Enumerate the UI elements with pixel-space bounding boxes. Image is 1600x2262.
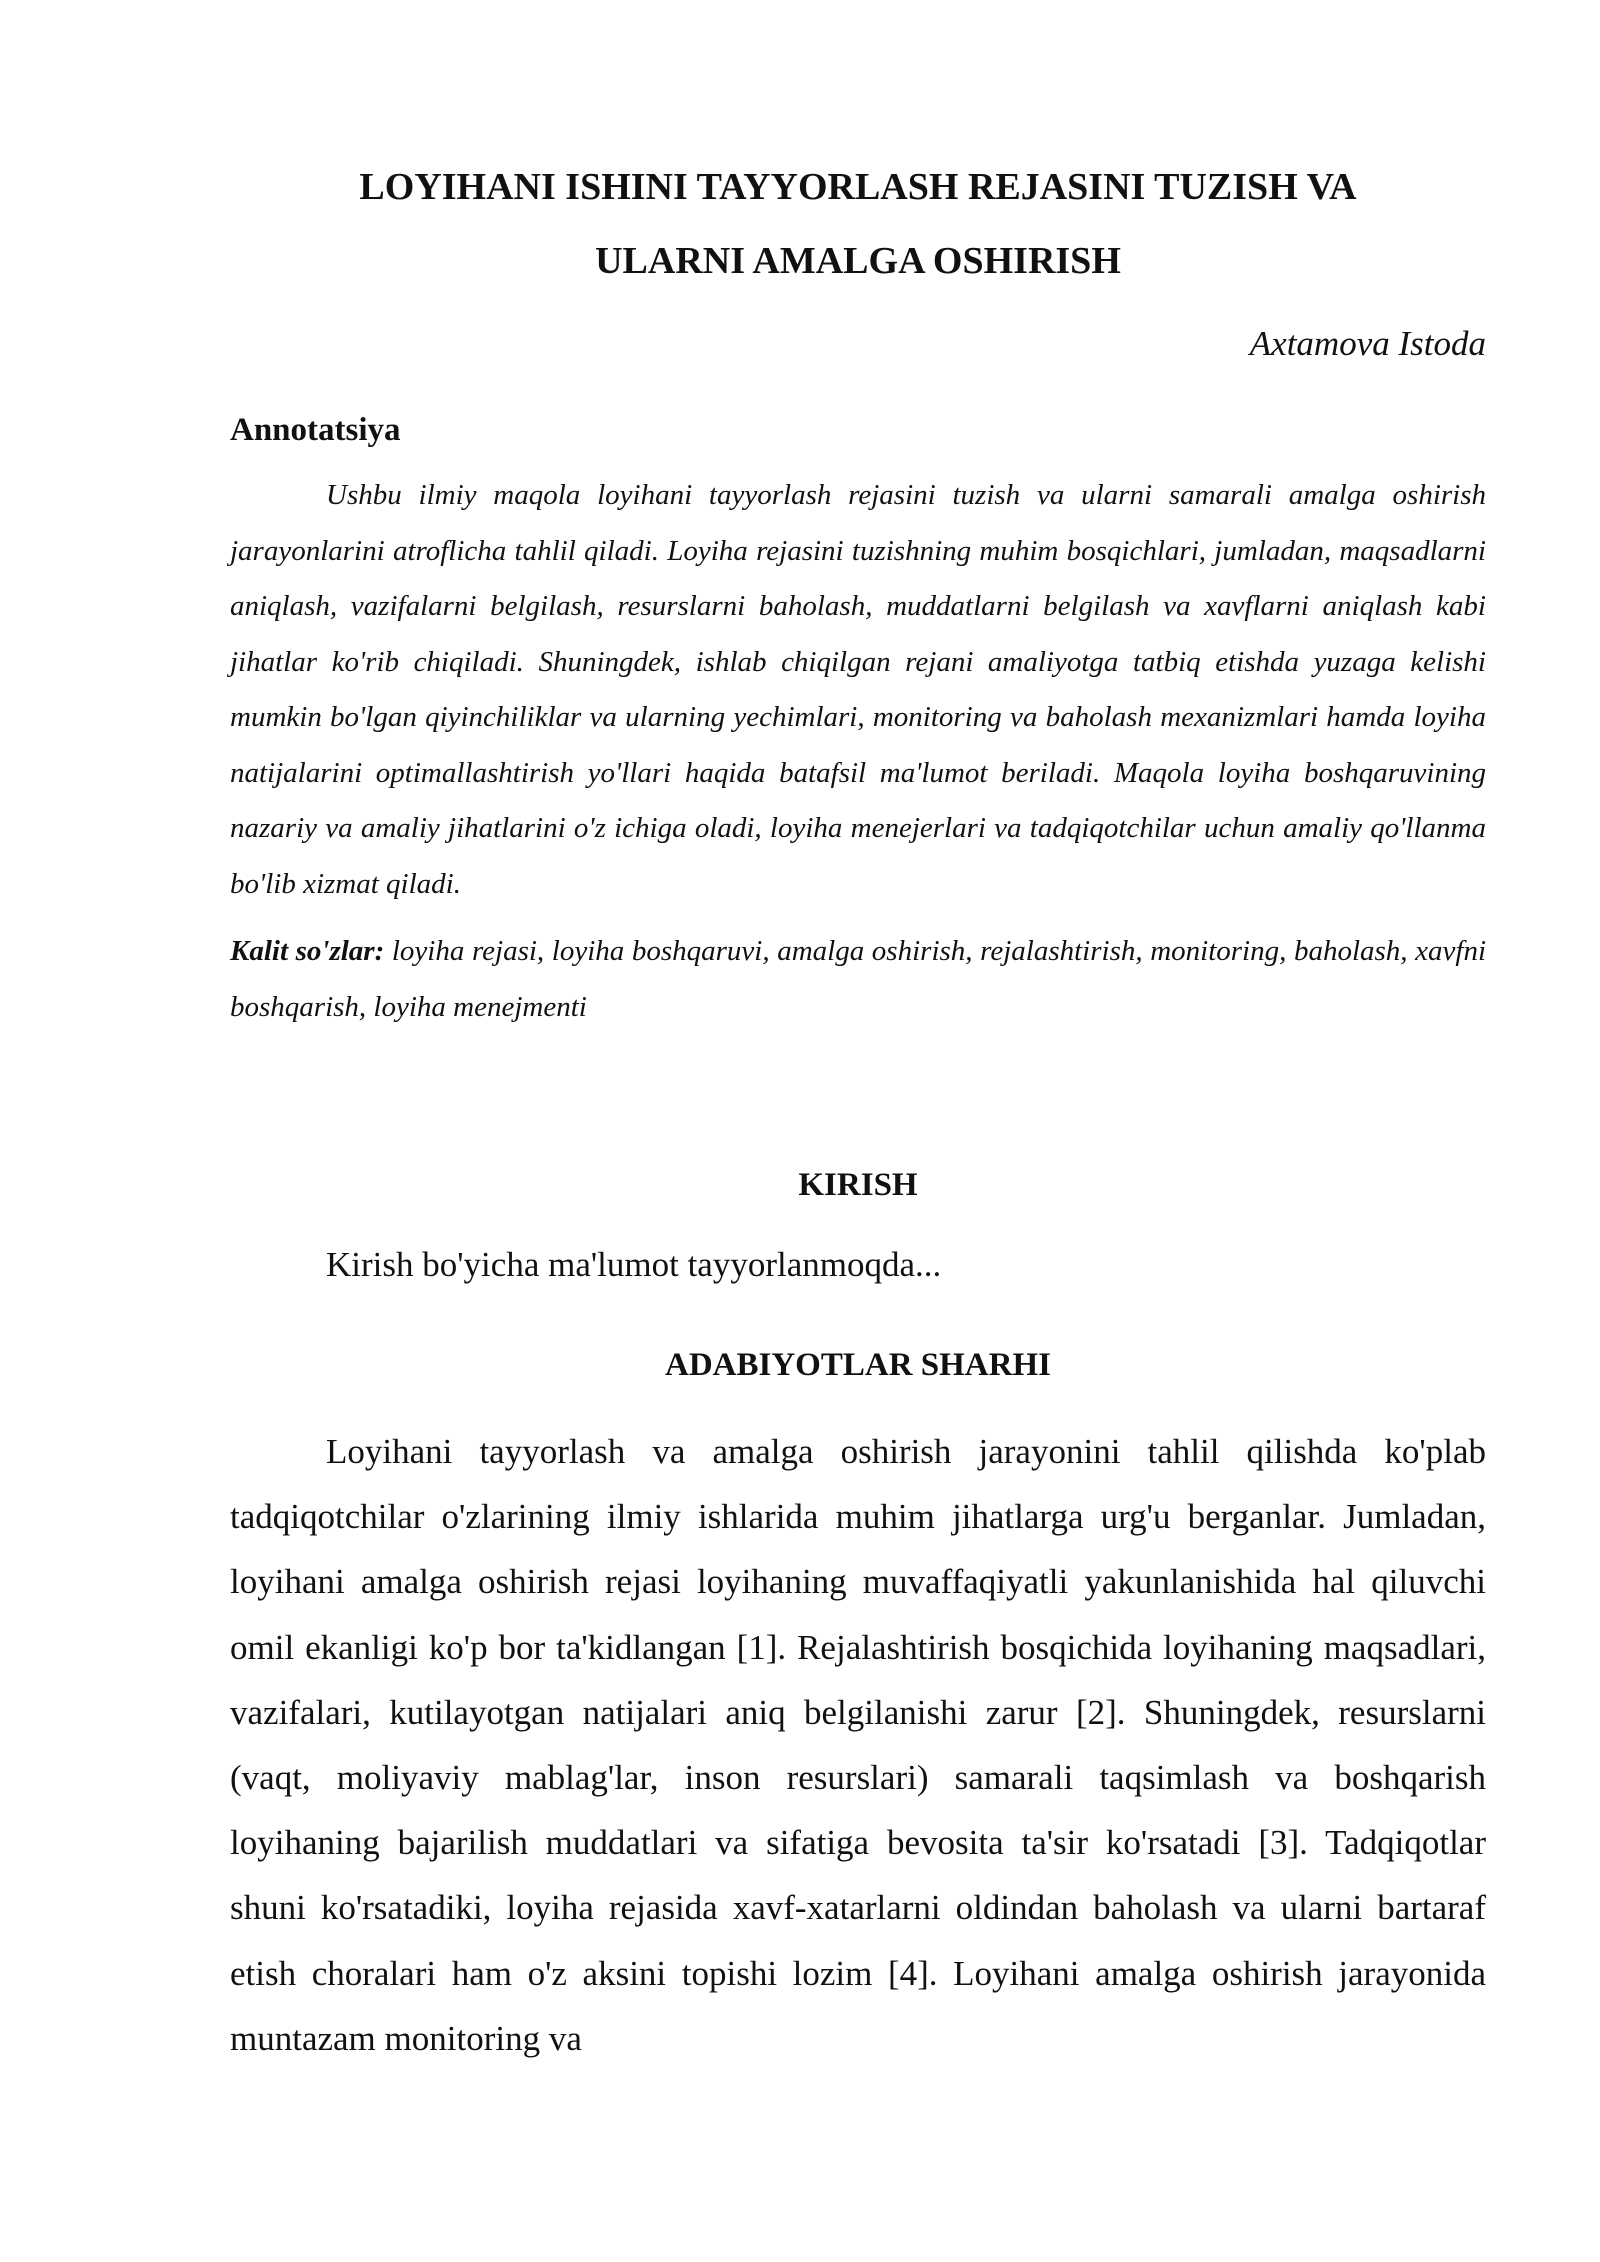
paper-title-line-1: LOYIHANI ISHINI TAYYORLASH REJASINI TUZISH VA bbox=[359, 166, 1357, 208]
section-text-kirish: Kirish bo'yicha ma'lumot tayyorlanmoqda... bbox=[326, 1245, 942, 1284]
annotation-text: Ushbu ilmiy maqola loyihani tayyorlash rejasini tuzish va ularni samarali amalga oshirish jarayonlarini atroflicha tahlil qiladi. Loyiha rejasini tuzishning muhim bosqichlari, jumladan, maqsadlarni aniqlash, vazifalarni belgilash, resurslarni baholash, muddatlarni belgilash va xavflarni aniqlash kabi jihatlar ko'rib chiqiladi. Shuningdek, ishlab chiqilgan rejani amaliyotga tatbiq etishda yuzaga kelishi mumkin bo'lgan qiyinchiliklar va ularning yechimlari, monitoring va baholash mexanizmlari hamda loyiha natijalarini optimallashtirish yo'llari haqida batafsil ma'lumot beriladi. Maqola loyiha boshqaruvining nazariy va amaliy jihatlarini o'z ichiga oladi, loyiha menejerlari va tadqiqotchilar uchun amaliy qo'llanma bo'lib xizmat qiladi. bbox=[230, 479, 1486, 900]
paper-title-line-2: ULARNI AMALGA OSHIRISH bbox=[595, 240, 1121, 282]
keywords-label: Kalit so'zlar: bbox=[230, 935, 385, 967]
keywords bbox=[230, 924, 1486, 1035]
section-text-adabiyotlar: Loyihani tayyorlash va amalga oshirish jarayonini tahlil qilishda ko'plab tadqiqotchilar o'zlarining ilmiy ishlarida muhim jihatlarga urg'u berganlar. Jumladan, loyihani amalga oshirish rejasi loyihaning muvaffaqiyatli yakunlanishida hal qiluvchi omil ekanligi ko'p bor ta'kidlangan [1]. Rejalashtirish bosqichida loyihaning maqsadlari, vazifalari, kutilayotgan natijalari aniq belgilanishi zarur [2]. Shuningdek, resurslarni (vaqt, moliyaviy mablag'lar, inson resurslari) samarali taqsimlash va boshqarish loyihaning bajarilish muddatlari va sifatiga bevosita ta'sir ko'rsatadi [3]. Tadqiqotlar shuni ko'rsatadiki, loyiha rejasida xavf-xatarlarni oldindan baholash va ularni bartaraf etish choralari ham o'z aksini topishi lozim [4]. Loyihani amalga oshirish jarayonida muntazam monitoring va bbox=[230, 1432, 1486, 2058]
annotation-heading: Annotatsiya bbox=[230, 412, 401, 448]
document-page bbox=[230, 150, 1486, 2071]
section-heading-adabiyotlar: ADABIYOTLAR SHARHI bbox=[665, 1347, 1051, 1383]
section-heading-kirish: KIRISH bbox=[798, 1167, 918, 1203]
keywords-text: loyiha rejasi, loyiha boshqaruvi, amalga oshirish, rejalashtirish, monitoring, baholash, xavfni boshqarish, loyiha menejmenti bbox=[230, 935, 1487, 1023]
author-name: Axtamova Istoda bbox=[1249, 324, 1486, 363]
paper-title bbox=[230, 150, 1486, 298]
